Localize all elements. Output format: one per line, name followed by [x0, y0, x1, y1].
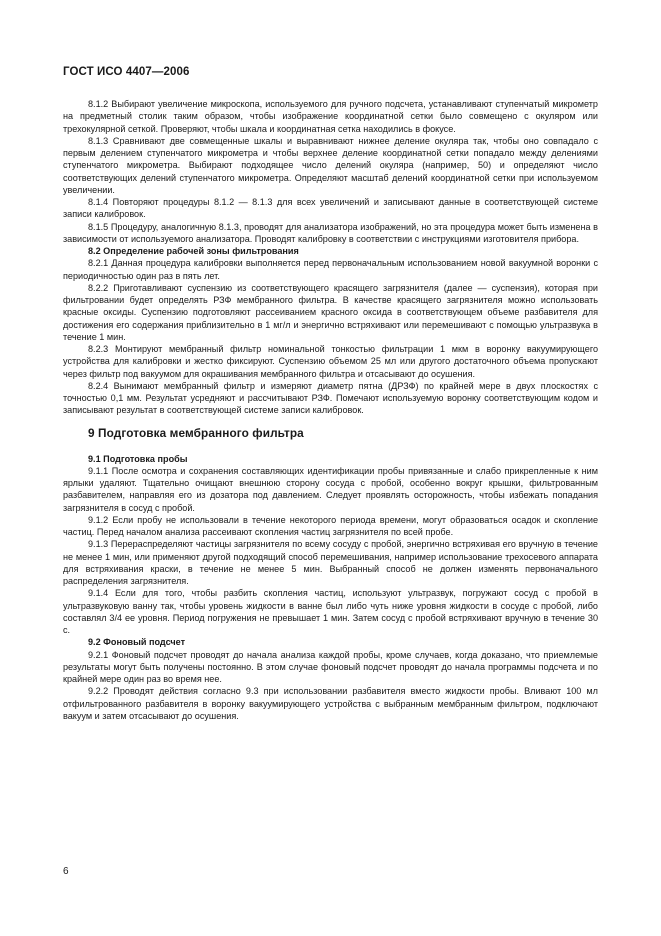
- paragraph-8-1-4: 8.1.4 Повторяют процедуры 8.1.2 — 8.1.3 для всех увеличений и записывают данные в соответствующей системе записи калибровок.: [63, 197, 598, 220]
- paragraph-9-1-4: 9.1.4 Если для того, чтобы разбить скопления частиц, используют ультразвук, погружают сосуд с пробой в ультразвуковую ванну так, чтобы уровень жидкости в ванне был либо чуть ниже уровня жидкости в сосуде с пробой, либо составлял 3/4 ее уровня. Период погружения не превышает 1 мин. Затем сосуд с пробой встряхивают вручную в течение 30 с.: [63, 588, 598, 635]
- subsection-heading-9-1: 9.1 Подготовка пробы: [88, 453, 188, 464]
- page-number: 6: [63, 866, 69, 877]
- document-header: ГОСТ ИСО 4407—2006: [63, 66, 190, 78]
- paragraph-9-1-2: 9.1.2 Если пробу не использовали в течение некоторого периода времени, могут образоваться осадок и скопление частиц. Перед началом анализа рассеивают скопления частиц загрязнителя по всей пробе.: [63, 514, 598, 537]
- paragraph-8-2-4: 8.2.4 Вынимают мембранный фильтр и измеряют диаметр пятна (ДРЗФ) по крайней мере в двух плоскостях с точностью 0,1 мм. Результат усредняют и рассчитывают РЗФ. Помечают используемую воронку соответствующим кодом и записывают результат в соответствующей системе записи калибровок.: [63, 380, 598, 416]
- paragraph-9-2-1: 9.2.1 Фоновый подсчет проводят до начала анализа каждой пробы, кроме случаев, когда доказано, что приемлемые результаты могут быть получены постоянно. В этом случае фоновый подсчет проводят до начала программы подсчета и по крайней мере один раз во время нее.: [63, 649, 598, 684]
- subsection-heading-9-2: 9.2 Фоновый подсчет: [88, 637, 186, 648]
- paragraph-9-1-1: 9.1.1 После осмотра и сохранения составляющих идентификации пробы привязанные и слабо прикрепленные к ним ярлыки удаляют. Тщательно очищают внешнюю сторону сосуда с пробой, особенно вокруг крышки, фильтрованным разбавителем, направляя его из дозатора под давлением. Следует проявлять осторожность, чтобы избежать попадания загрязнителя в сосуд с пробой.: [63, 465, 598, 513]
- paragraph-8-1-2: 8.1.2 Выбирают увеличение микроскопа, используемого для ручного подсчета, устанавливают ступенчатый микрометр на предметный столик таким образом, чтобы изображение координатной сетки было совмещено с окуляром или трехокулярной сеткой. Проверяют, чтобы шкала и координатная сетка находились в фокусе.: [63, 99, 598, 134]
- paragraph-8-1-5: 8.1.5 Процедуру, аналогичную 8.1.3, проводят для анализатора изображений, но эта процедура может быть изменена в зависимости от используемого анализатора. Проводят калибровку в соответствии с инструкциями изготовителя прибора.: [63, 221, 598, 244]
- paragraph-8-2-3: 8.2.3 Монтируют мембранный фильтр номинальной тонкостью фильтрации 1 мкм в воронку вакуумирующего устройства для калибровки и жестко фиксируют. Суспензию объемом 25 мл или другого достаточного объема пропускают через фильтр под вакуумом для окрашивания мембранного фильтра и отсасывают до осушения.: [63, 344, 598, 379]
- subsection-heading-8-2: 8.2 Определение рабочей зоны фильтрования: [88, 246, 299, 256]
- paragraph-8-1-3: 8.1.3 Сравнивают две совмещенные шкалы и выравнивают нижнее деление окуляра так, чтобы оно совпадало с первым делением ступенчатого микрометра и чтобы верхнее деление координатной сетки попадало между делениями ступенчатого микрометра. Выбирают подходящее число делений окуляра (например, 50) и определяют число соответствующих делений ступенчатого микрометра. Определяют масштаб делений координатной сетки при используемом увеличении.: [63, 135, 598, 195]
- section-heading-9: 9 Подготовка мембранного фильтра: [88, 425, 304, 440]
- document-body: [63, 98, 598, 722]
- paragraph-9-1-3: 9.1.3 Перераспределяют частицы загрязнителя по всему сосуду с пробой, энергично встряхивая его вручную в течение не менее 1 мин, или применяют другой подходящий способ перемешивания, например использование трехосевого аппарата для встряхивания краски, в течение не менее 5 мин. Выбранный способ не должен изменять первоначального распределения загрязнителя.: [63, 539, 598, 586]
- paragraph-8-2-1: 8.2.1 Данная процедура калибровки выполняется перед первоначальным использованием новой вакуумной воронки с периодичностью один раз в пять лет.: [63, 258, 598, 281]
- paragraph-9-2-2: 9.2.2 Проводят действия согласно 9.3 при использовании разбавителя вместо жидкости пробы. Вливают 100 мл отфильтрованного разбавителя в воронку вакуумирующего устройства с выбранным мембранным фильтром, подключают вакуум и затем отсасывают до осушения.: [63, 686, 598, 721]
- paragraph-8-2-2: 8.2.2 Приготавливают суспензию из соответствующего красящего загрязнителя (далее — суспензия), которая при фильтровании будет определять РЗФ мембранного фильтра. В качестве красящего загрязнителя можно использовать красные оксиды. Суспензию подготовляют рассеиванием красного оксида в соответствующем объеме разбавителя для достижения его содержания приблизительно в 1 мг/л и энергично встряхивают или перемешивают с помощью ультразвука в течение 1 мин.: [63, 282, 598, 342]
